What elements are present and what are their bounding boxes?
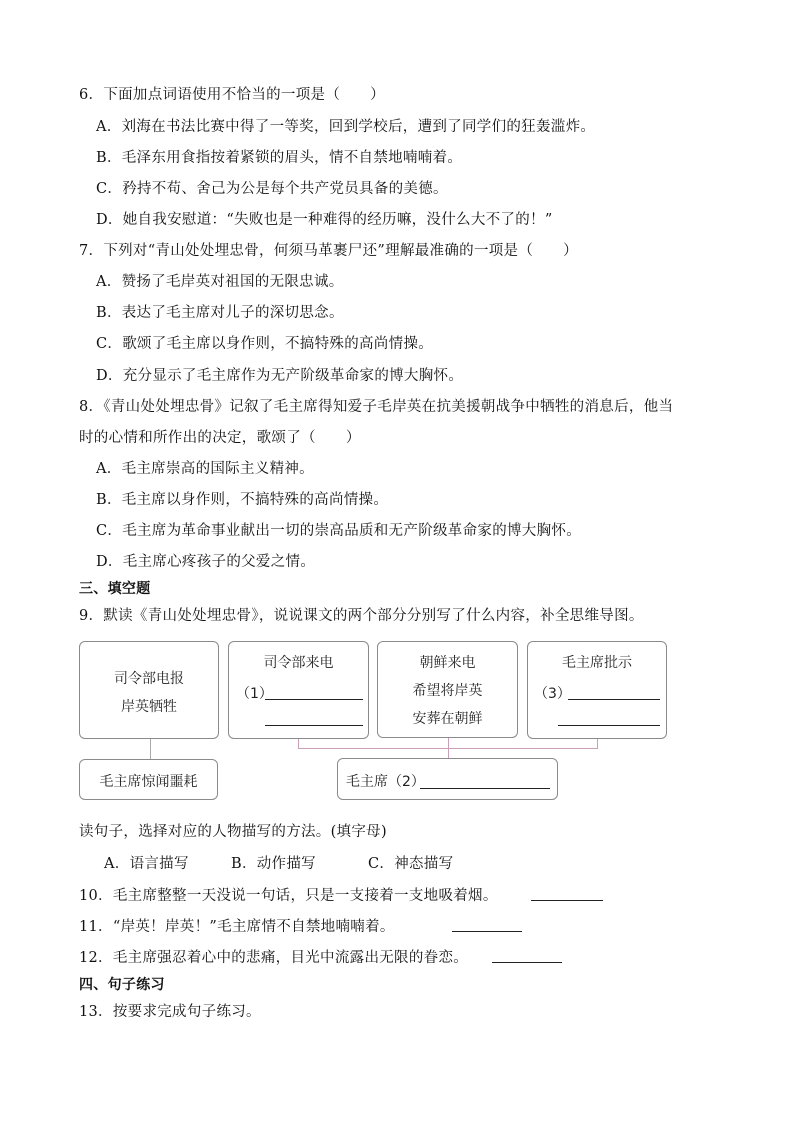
question-7-option-b[interactable]: B．表达了毛主席对儿子的深切思念。 <box>96 305 344 321</box>
question-9-stem: 9．默读《青山处处埋忠骨》，说说课文的两个部分分别写了什么内容，补全思维导图。 <box>79 608 644 624</box>
map-blank-1-label: （1） <box>236 686 273 702</box>
question-8-stem-continued: 时的心情和所作出的决定，歌颂了（ ） <box>79 430 361 446</box>
map-blank-3-line-b[interactable] <box>558 713 660 726</box>
map-connector-to-box6 <box>448 748 449 758</box>
question-6-stem: 6．下面加点词语使用不恰当的一项是（ ） <box>79 87 385 103</box>
section-4-heading: 四、句子练习 <box>79 977 165 993</box>
map-box-instruction-title: 毛主席批示 <box>562 655 632 671</box>
map-blank-1-line-a[interactable] <box>265 687 363 700</box>
question-12-answer-blank[interactable] <box>492 949 562 963</box>
question-8-option-d[interactable]: D．毛主席心疼孩子的父爱之情。 <box>96 554 316 570</box>
instruction-text: 读句子，选择对应的人物描写的方法。(填字母) <box>79 824 387 840</box>
question-6-option-c[interactable]: C．矜持不苟、舍己为公是每个共产党员具备的美德。 <box>96 181 448 197</box>
question-6-option-d[interactable]: D．她自我安慰道：“失败也是一种难得的经历嘛，没什么大不了的！” <box>96 212 553 228</box>
map-blank-3-label: （3） <box>534 686 571 702</box>
map-box-shock-text: 毛主席惊闻噩耗 <box>99 774 198 790</box>
question-7-stem: 7．下列对“青山处处埋忠骨，何须马革裹尸还”理解最准确的一项是（ ） <box>79 243 578 259</box>
map-box-telegram <box>79 641 219 739</box>
question-10: 10．毛主席整整一天没说一句话，只是一支接着一支地吸着烟。 <box>79 888 498 904</box>
map-box-korea-call-line2: 希望将岸英 <box>412 683 483 699</box>
map-connector-left <box>150 738 151 760</box>
question-11-answer-blank[interactable] <box>452 918 522 932</box>
map-box-hq-call-title: 司令部来电 <box>263 655 334 671</box>
question-8-stem: 8．《青山处处埋忠骨》记叙了毛主席得知爱子毛岸英在抗美援朝战争中牺牲的消息后，他当 <box>79 399 674 415</box>
map-blank-2-line[interactable] <box>420 776 550 789</box>
question-10-answer-blank[interactable] <box>531 887 603 901</box>
question-11: 11．“岸英！岸英！”毛主席情不自禁地喃喃着。 <box>79 919 395 935</box>
question-12: 12．毛主席强忍着心中的悲痛，目光中流露出无限的眷恋。 <box>79 950 469 966</box>
question-8-option-a[interactable]: A．毛主席崇高的国际主义精神。 <box>96 461 314 477</box>
question-7-option-d[interactable]: D．充分显示了毛主席作为无产阶级革命家的博大胸怀。 <box>96 368 464 384</box>
question-6-option-a[interactable]: A．刘海在书法比赛中得了一等奖，回到学校后，遭到了同学们的狂轰滥炸。 <box>96 119 596 135</box>
choice-c: C．神态描写 <box>368 856 454 872</box>
question-8-option-c[interactable]: C．毛主席为革命事业献出一切的崇高品质和无产阶级革命家的博大胸怀。 <box>96 523 581 539</box>
choice-a: A．语言描写 <box>104 856 189 872</box>
question-13: 13．按要求完成句子练习。 <box>79 1004 261 1020</box>
question-7-option-c[interactable]: C．歌颂了毛主席以身作则，不搞特殊的高尚情操。 <box>96 336 433 352</box>
map-box-hq-call <box>228 641 369 739</box>
map-blank-2-label: 毛主席（2） <box>346 774 425 790</box>
map-box-instruction <box>527 641 667 739</box>
map-blank-3-line-a[interactable] <box>568 687 660 700</box>
question-8-option-b[interactable]: B．毛主席以身作则，不搞特殊的高尚情操。 <box>96 492 389 508</box>
map-box-shock <box>79 759 218 800</box>
map-box-korea-call-line1: 朝鲜来电 <box>419 655 476 671</box>
map-box-korea-call <box>377 641 518 738</box>
map-box-chairman <box>337 758 558 800</box>
map-blank-1-line-b[interactable] <box>265 713 363 726</box>
section-3-heading: 三、填空题 <box>79 581 151 597</box>
map-box-korea-call-line3: 安葬在朝鲜 <box>412 711 483 727</box>
map-box-telegram-line1: 司令部电报 <box>114 671 184 687</box>
question-6-option-b[interactable]: B．毛泽东用食指按着紧锁的眉头，情不自禁地喃喃着。 <box>96 150 463 166</box>
choice-b: B．动作描写 <box>231 856 316 872</box>
map-box-telegram-line2: 岸英牺牲 <box>121 699 177 715</box>
question-7-option-a[interactable]: A．赞扬了毛岸英对祖国的无限忠诚。 <box>96 274 344 290</box>
